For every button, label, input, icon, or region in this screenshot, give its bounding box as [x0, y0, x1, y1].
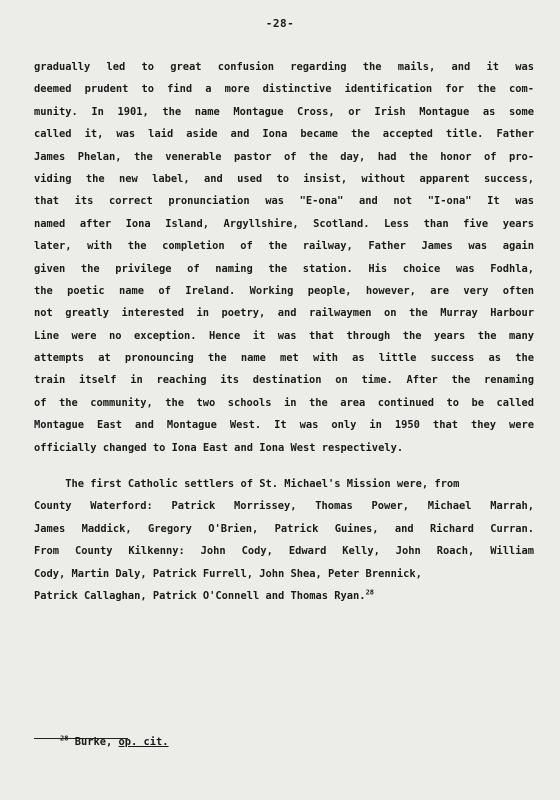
page-number: -28-: [265, 17, 295, 30]
text-line: James Phelan, the venerable pastor of the day, had the honor of pro-: [34, 150, 534, 163]
text-line-content: Patrick Callaghan, Patrick O'Connell and Thomas Ryan.: [34, 589, 366, 602]
footnote-author: Burke,: [74, 736, 119, 748]
text-line: The first Catholic settlers of St. Michael's Mission were, from: [34, 478, 460, 491]
text-line: named after Iona Island, Argyllshire, Scotland. Less than five years: [34, 217, 534, 230]
text-line: train itself in reaching its destination on time. After the renaming: [34, 374, 534, 387]
footnote-citation: op. cit.: [118, 736, 169, 748]
footnote: [60, 736, 169, 748]
text-line: From County Kilkenny: John Cody, Edward Kelly, John Roach, William: [34, 545, 534, 558]
text-line: Montague East and Montague West. It was only in 1950 that they were: [34, 419, 534, 432]
text-line: County Waterford: Patrick Morrissey, Thomas Power, Michael Marrah,: [34, 500, 534, 513]
text-line: [34, 585, 534, 607]
text-line: officially changed to Iona East and Iona West respectively.: [34, 441, 404, 454]
text-line: given the privilege of naming the station. His choice was Fodhla,: [34, 262, 534, 275]
paragraph-1: [34, 56, 534, 459]
text-line: gradually led to great confusion regarding the mails, and it was: [34, 61, 534, 73]
text-line: James Maddick, Gregory O'Brien, Patrick Guines, and Richard Curran.: [34, 522, 534, 535]
text-line: Cody, Martin Daly, Patrick Furrell, John Shea, Peter Brennick,: [34, 567, 422, 580]
footnote-reference: 28: [365, 588, 374, 597]
paragraph-2: [34, 473, 534, 607]
text-line: the poetic name of Ireland. Working people, however, are very often: [34, 284, 534, 297]
text-line: not greatly interested in poetry, and railwaymen on the Murray Harbour: [34, 307, 534, 320]
text-line: munity. In 1901, the name Montague Cross, or Irish Montague as some: [34, 105, 534, 118]
footnote-number: 28: [60, 734, 69, 743]
text-line: viding the new label, and used to insist, without apparent success,: [34, 172, 534, 185]
text-line: later, with the completion of the railway, Father James was again: [34, 240, 534, 253]
text-line: called it, was laid aside and Iona became the accepted title. Father: [34, 128, 534, 141]
text-line: of the community, the two schools in the area continued to be called: [34, 396, 534, 409]
paragraph-gap: [34, 459, 534, 473]
text-line: Line were no exception. Hence it was that through the years the many: [34, 329, 534, 342]
text-line: deemed prudent to find a more distinctive identification for the com-: [34, 83, 534, 96]
body-text: [34, 56, 534, 607]
text-line: that its correct pronunciation was "E-ona" and not "I-ona" It was: [34, 195, 534, 208]
text-line: attempts at pronouncing the name met with as little success as the: [34, 352, 534, 365]
